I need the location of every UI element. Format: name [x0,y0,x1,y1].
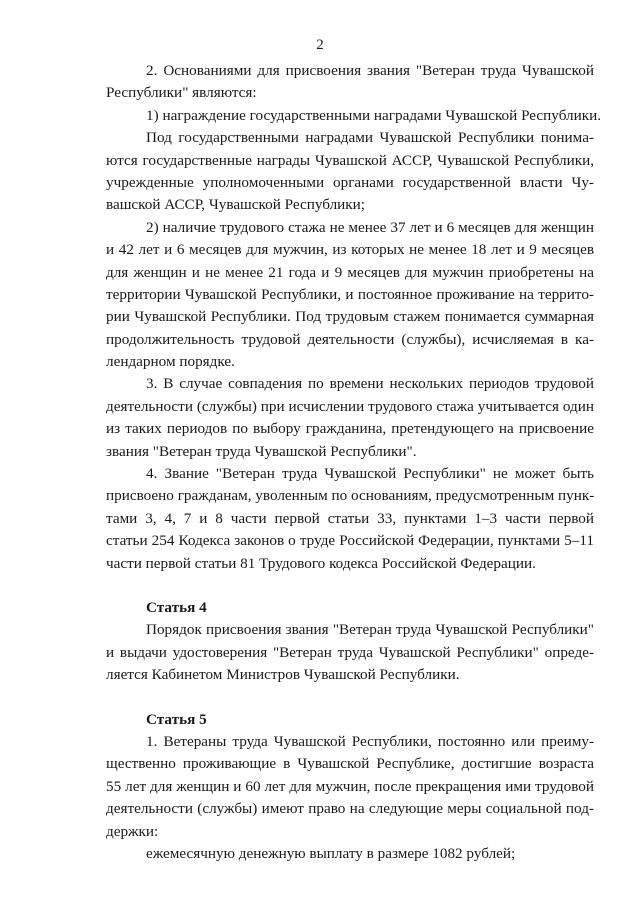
text-line: 2) наличие трудового стажа не менее 37 лет и 6 месяцев для женщин [146,218,594,236]
text-line: статьи 254 Кодекса законов о труде Российской Федерации, пунктами 5–11 [106,532,594,550]
article5-text [106,731,594,865]
text-line: ляется Кабинетом Министров Чувашской Республики. [106,666,460,684]
text-line: продолжительность трудовой деятельности (службы), исчисляемая в ка- [106,330,594,348]
text-line: части первой статьи 81 Трудового кодекса Российской Федерации. [106,554,536,572]
article3-continuation [106,60,602,575]
spacer [106,575,594,597]
text-line: Республики" являются: [106,84,257,102]
text-line: ются государственные награды Чувашской АССР, Чувашской Республики, [106,151,594,169]
text-line: деятельности (службы) имеют право на следующие меры социальной под- [106,800,594,818]
text-line: ежемесячную денежную выплату в размере 1082 рублей; [146,844,516,862]
text-line: держки: [106,822,159,840]
spacer [106,687,594,709]
text-line: учрежденные уполномоченными органами государственной власти Чу- [106,173,594,191]
text-line: для женщин и не менее 21 года и 9 месяцев для мужчин приобретены на [106,263,594,281]
text-line: территории Чувашской Республики, и постоянное проживание на террито- [106,285,594,303]
text-line: и выдачи удостоверения "Ветеран труда Чувашской Республики" опреде- [106,643,594,661]
text-line: 1. Ветераны труда Чувашской Республики, постоянно или преиму- [146,732,594,750]
text-line: 55 лет для женщин и 60 лет для мужчин, после прекращения ими трудовой [106,777,594,795]
text-line: 1) награждение государственными наградами Чувашской Республики. [146,106,602,124]
text-line: Порядок присвоения звания "Ветеран труда Чувашской Республики" [146,621,594,639]
text-line: вашской АССР, Чувашской Республики; [106,196,366,214]
text-line: Под государственными наградами Чувашской Республики понима- [146,129,594,147]
text-line: 4. Звание "Ветеран труда Чувашской Республики" не может быть [146,465,594,483]
text-line: рии Чувашской Республики. Под трудовым стажем понимается суммарная [106,308,594,326]
text-line: лендарном порядке. [106,353,235,371]
text-line: из таких периодов по выбору гражданина, претендующего на присвоение [106,420,594,438]
page-number: 2 [316,37,324,53]
text-line: 3. В случае совпадения по времени нескольких периодов трудовой [146,375,594,393]
text-line: тами 3, 4, 7 и 8 части первой статьи 33, пунктами 1–3 части первой [106,509,594,527]
document-body [106,60,602,865]
text-line: и 42 лет и 6 месяцев для мужчин, из которых не менее 18 лет и 9 месяцев [106,241,594,259]
text-line: 2. Основаниями для присвоения звания "Ветеран труда Чувашской [146,62,594,79]
text-line: щественно проживающие в Чувашской Республике, достигшие возраста [106,755,594,773]
text-line: присвоено гражданам, уволенным по основаниям, предусмотренным пунк- [106,487,595,505]
text-line: звания "Ветеран труда Чувашской Республики". [106,442,417,460]
text-line: деятельности (службы) при исчислении трудового стажа учитывается один [106,397,594,415]
article5-heading: Статья 5 [146,710,207,728]
article4-text [106,619,594,686]
article4-heading: Статья 4 [146,598,207,616]
